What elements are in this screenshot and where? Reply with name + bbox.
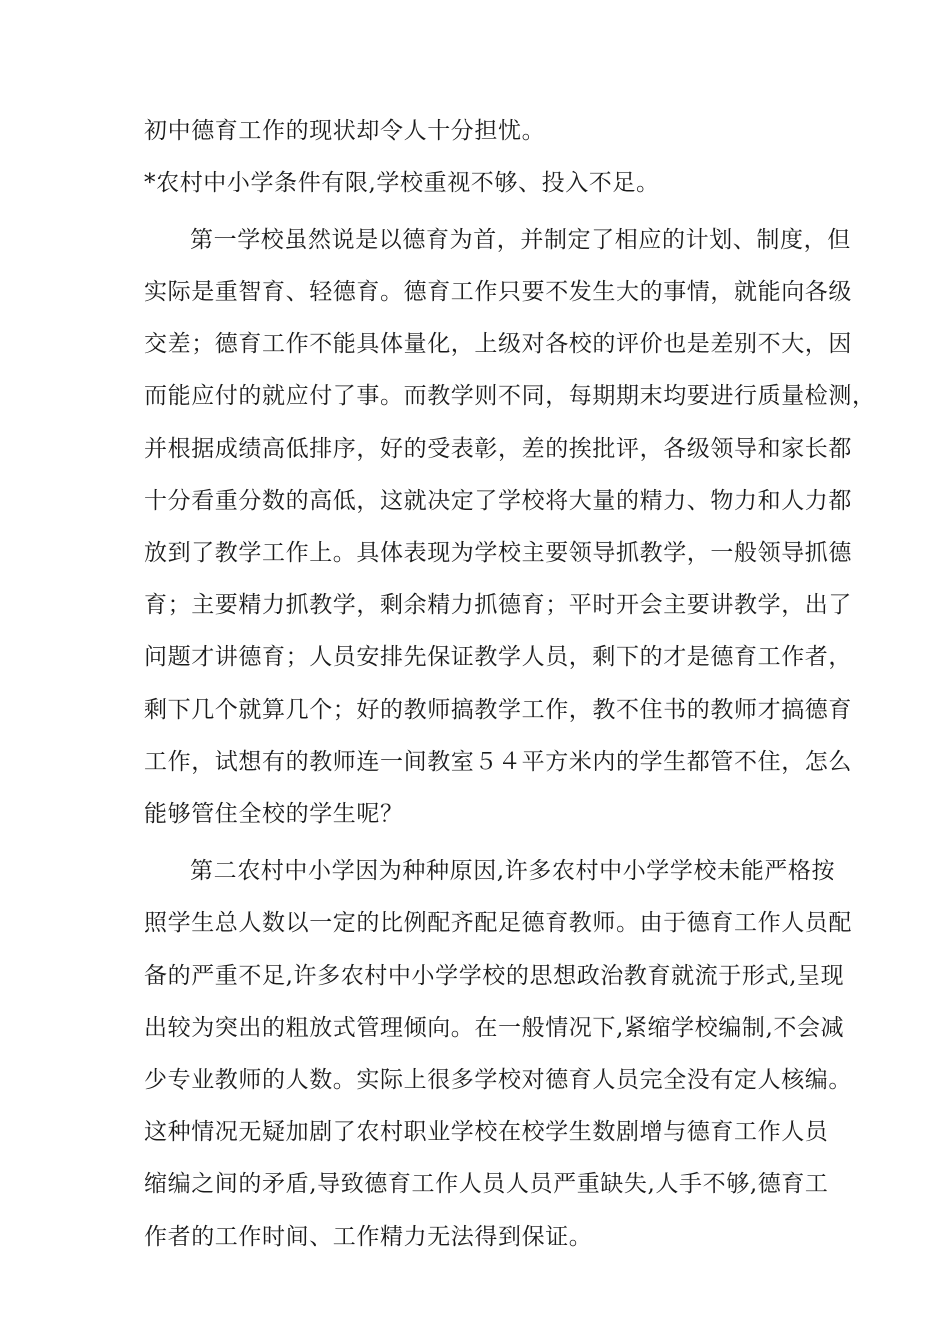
text-line: 问题才讲德育；人员安排先保证教学人员，剩下的才是德育工作者， bbox=[144, 644, 852, 670]
text-line: 能够管住全校的学生呢？ bbox=[144, 801, 404, 827]
text-line: 照学生总人数以一定的比例配齐配足德育教师。由于德育工作人员配 bbox=[144, 910, 852, 936]
text-line: 并根据成绩高低排序，好的受表彰，差的挨批评，各级领导和家长都 bbox=[144, 436, 852, 462]
text-line: 这种情况无疑加剧了农村职业学校在校学生数剧增与德育工作人员 bbox=[144, 1119, 829, 1145]
text-line: 而能应付的就应付了事。而教学则不同，每期期末均要进行质量检测， bbox=[144, 383, 876, 409]
text-line: 初中德育工作的现状却令人十分担忧。 bbox=[144, 118, 546, 144]
text-line: 交差；德育工作不能具体量化，上级对各校的评价也是差别不大，因 bbox=[144, 331, 852, 357]
text-line: 育；主要精力抓教学，剩余精力抓德育；平时开会主要讲教学，出了 bbox=[144, 592, 852, 618]
text-line: 缩编之间的矛盾,导致德育工作人员人员严重缺失,人手不够,德育工 bbox=[144, 1171, 829, 1197]
text-line: *农村中小学条件有限,学校重视不够、投入不足。 bbox=[144, 170, 660, 196]
text-line: 少专业教师的人数。实际上很多学校对德育人员完全没有定人核编。 bbox=[144, 1067, 852, 1093]
paragraph-first-line: 第一学校虽然说是以德育为首，并制定了相应的计划、制度，但 bbox=[190, 227, 851, 253]
text-line: 实际是重智育、轻德育。德育工作只要不发生大的事情，就能向各级 bbox=[144, 279, 852, 305]
text-line: 出较为突出的粗放式管理倾向。在一般情况下,紧缩学校编制,不会减 bbox=[144, 1015, 845, 1041]
text-line: 备的严重不足,许多农村中小学学校的思想政治教育就流于形式,呈现 bbox=[144, 963, 845, 989]
text-line: 十分看重分数的高低，这就决定了学校将大量的精力、物力和人力都 bbox=[144, 488, 852, 514]
text-line: 剩下几个就算几个；好的教师搞教学工作，教不住书的教师才搞德育 bbox=[144, 697, 852, 723]
text-line: 工作，试想有的教师连一间教室５４平方米内的学生都管不住，怎么 bbox=[144, 749, 852, 775]
paragraph-first-line: 第二农村中小学因为种种原因,许多农村中小学学校未能严格按 bbox=[190, 858, 836, 884]
text-line: 放到了教学工作上。具体表现为学校主要领导抓教学，一般领导抓德 bbox=[144, 540, 852, 566]
text-line: 作者的工作时间、工作精力无法得到保证。 bbox=[144, 1224, 593, 1250]
